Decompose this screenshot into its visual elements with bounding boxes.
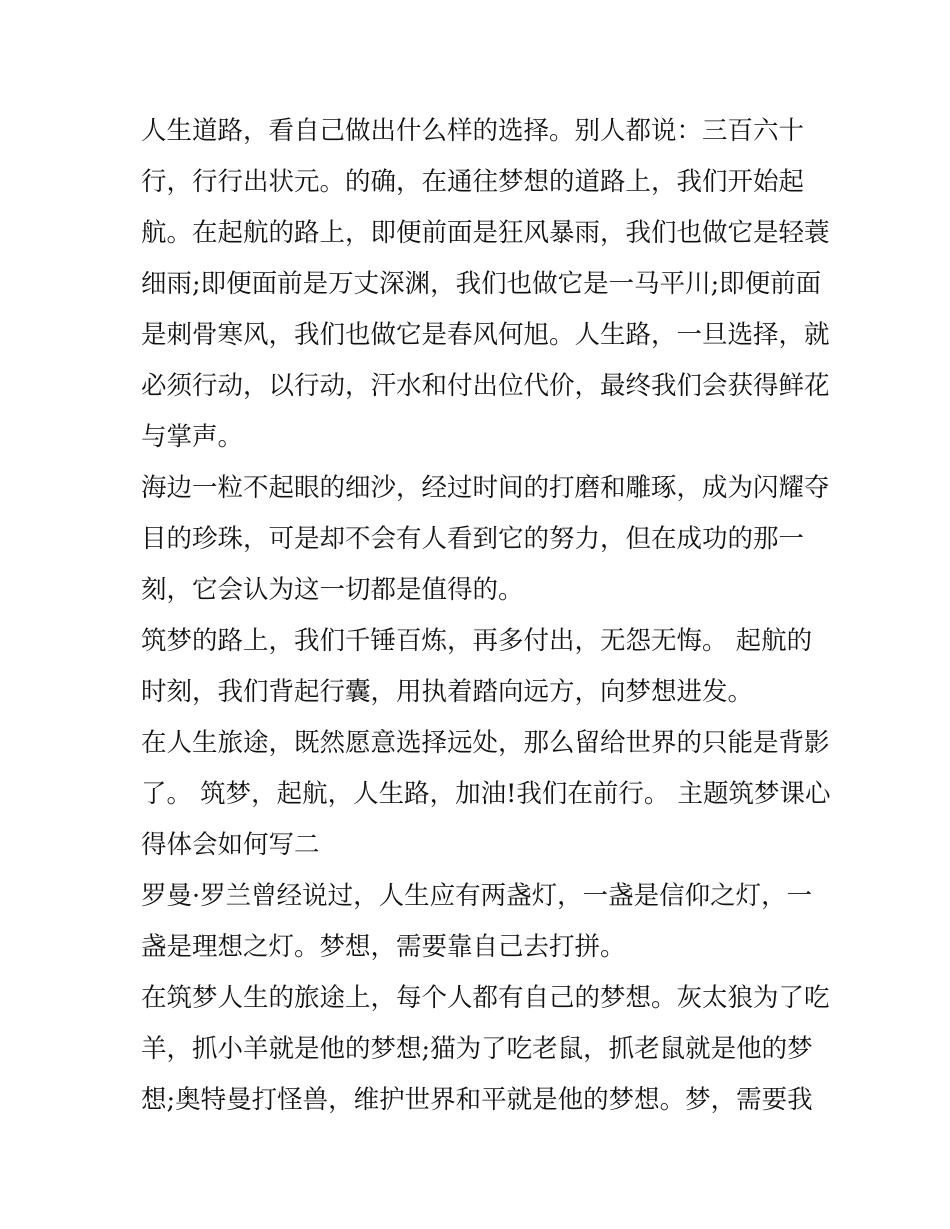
text-line-9: 目的珍珠，可是却不会有人看到它的努力，但在成功的那一 xyxy=(141,524,805,554)
text-line-4: 细雨;即便面前是万丈深渊，我们也做它是一马平川;即便前面 xyxy=(141,269,822,299)
text-line-19: 羊，抓小羊就是他的梦想;猫为了吃老鼠，抓老鼠就是他的梦 xyxy=(141,1034,813,1064)
text-line-18: 在筑梦人生的旅途上，每个人都有自己的梦想。灰太狼为了吃 xyxy=(141,983,830,1013)
document-body xyxy=(141,106,831,1126)
text-line-15: 得体会如何写二 xyxy=(141,830,320,860)
text-line-3: 航。在起航的路上，即便前面是狂风暴雨，我们也做它是轻蓑 xyxy=(141,218,830,248)
text-line-11: 筑梦的路上，我们千锤百炼，再多付出，无怨无悔。 起航的 xyxy=(141,626,813,656)
text-line-14: 了。 筑梦，起航，人生路，加油!我们在前行。 主题筑梦课心 xyxy=(141,779,831,809)
text-line-16: 罗曼·罗兰曾经说过，人生应有两盏灯，一盏是信仰之灯，一 xyxy=(141,881,813,911)
text-line-20: 想;奥特曼打怪兽，维护世界和平就是他的梦想。梦，需要我 xyxy=(141,1085,813,1115)
text-line-10: 刻，它会认为这一切都是值得的。 xyxy=(141,575,524,605)
text-line-6: 必须行动，以行动，汗水和付出位代价，最终我们会获得鲜花 xyxy=(141,371,830,401)
text-line-13: 在人生旅途，既然愿意选择远处，那么留给世界的只能是背影 xyxy=(141,728,830,758)
text-line-2: 行，行行出状元。的确，在通往梦想的道路上，我们开始起 xyxy=(141,167,805,197)
text-line-12: 时刻，我们背起行囊，用执着踏向远方，向梦想进发。 xyxy=(141,677,754,707)
text-line-1: 人生道路，看自己做出什么样的选择。别人都说：三百六十 xyxy=(141,116,805,146)
text-line-8: 海边一粒不起眼的细沙，经过时间的打磨和雕琢，成为闪耀夺 xyxy=(141,473,830,503)
text-line-17: 盏是理想之灯。梦想，需要靠自己去打拼。 xyxy=(141,932,626,962)
text-line-5: 是刺骨寒风，我们也做它是春风何旭。人生路，一旦选择，就 xyxy=(141,320,830,350)
text-line-7: 与掌声。 xyxy=(141,422,244,452)
